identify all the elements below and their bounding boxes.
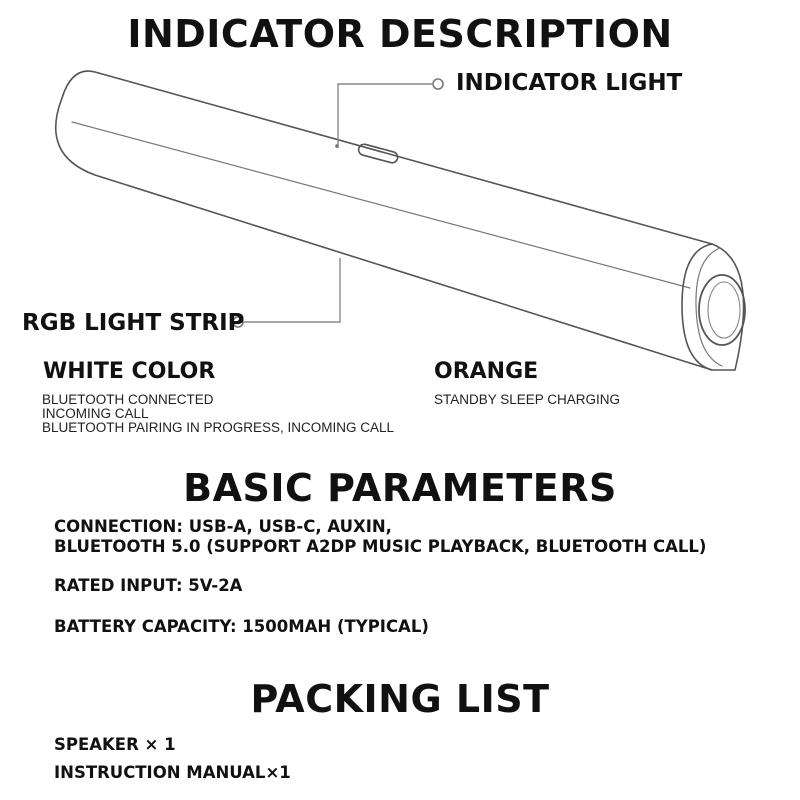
white-color-heading: WHITE COLOR xyxy=(43,359,216,384)
rated-input: RATED INPUT: 5V-2A xyxy=(54,576,243,595)
indicator-leader-dot xyxy=(433,79,443,89)
end-knob-inner xyxy=(708,282,740,338)
end-knob xyxy=(699,275,745,345)
connection-line-2: BLUETOOTH 5.0 (SUPPORT A2DP MUSIC PLAYBACK, BLUETOOTH CALL) xyxy=(54,537,707,556)
packing-item-speaker: SPEAKER × 1 xyxy=(54,735,176,754)
end-cap-rim xyxy=(682,244,712,370)
packing-item-manual: INSTRUCTION MANUAL×1 xyxy=(54,763,291,782)
indicator-light-label: INDICATOR LIGHT xyxy=(456,70,683,96)
strip-leader-line xyxy=(244,258,340,322)
battery-capacity: BATTERY CAPACITY: 1500MAH (TYPICAL) xyxy=(54,617,429,636)
packing-list-title: PACKING LIST xyxy=(250,677,550,721)
list-item: STANDBY SLEEP CHARGING xyxy=(434,392,621,407)
list-item: INCOMING CALL xyxy=(42,406,149,421)
light-strip-seam xyxy=(72,122,690,288)
connection-line-1: CONNECTION: USB-A, USB-C, AUXIN, xyxy=(54,517,392,536)
orange-heading: ORANGE xyxy=(434,359,539,384)
rgb-light-strip-label: RGB LIGHT STRIP xyxy=(22,310,245,336)
page-title: INDICATOR DESCRIPTION xyxy=(127,12,673,56)
white-color-list xyxy=(42,393,394,435)
orange-list xyxy=(434,393,620,407)
basic-parameters-title: BASIC PARAMETERS xyxy=(183,466,617,510)
list-item: BLUETOOTH PAIRING IN PROGRESS, INCOMING CALL xyxy=(42,420,395,435)
indicator-leader-line xyxy=(338,84,432,148)
list-item: BLUETOOTH CONNECTED xyxy=(42,392,214,407)
